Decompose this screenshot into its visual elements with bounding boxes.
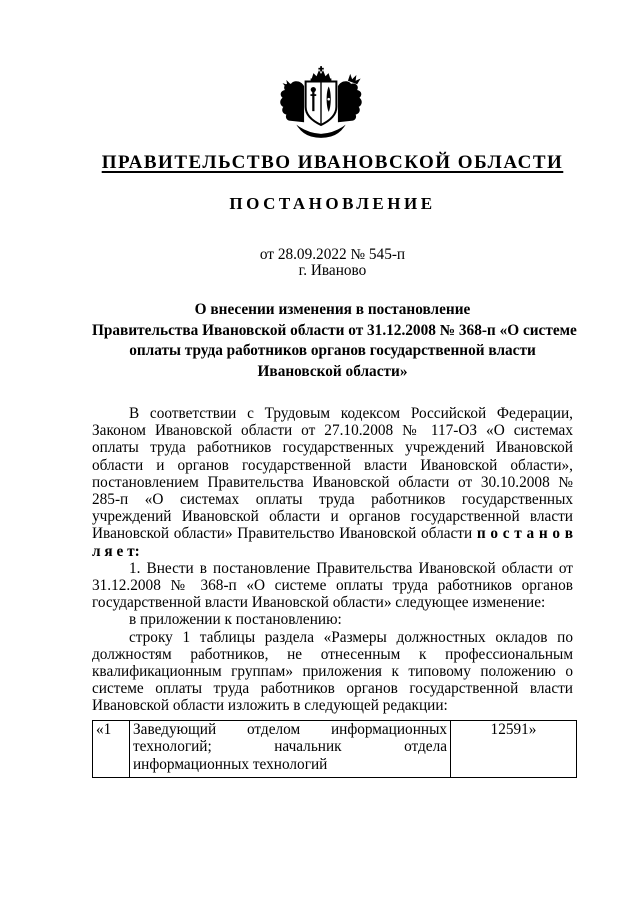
subject-line: Ивановской области» (257, 362, 408, 380)
paragraph-annex-intro: в приложении к постановлению: (129, 611, 342, 629)
organization-title: ПРАВИТЕЛЬСТВО ИВАНОВСКОЙ ОБЛАСТИ (101, 152, 564, 173)
document-type-title: ПОСТАНОВЛЕНИЕ (229, 194, 436, 213)
table-row (93, 720, 577, 778)
document-subject (92, 300, 577, 382)
postanovlyaet-emphasis: п о с т а н о в л я е т: (92, 525, 573, 560)
cell-position-title: Заведующий отделом информационных технологий; начальник отдела информационных технологий (130, 720, 451, 778)
cell-salary-amount: 12591» (451, 720, 577, 778)
cell-row-number: «1 (93, 720, 130, 778)
coat-of-arms-icon (274, 60, 368, 140)
subject-line: Правительства Ивановской области от 31.12.2008 № 368-п «О системе (92, 321, 577, 339)
city-line: г. Иваново (298, 262, 367, 279)
subject-line: О внесении изменения в постановление (194, 301, 471, 318)
paragraph-preamble (92, 405, 573, 560)
date-number-line: от 28.09.2022 № 545-п (259, 246, 406, 263)
paragraph-row-amendment: строку 1 таблицы раздела «Размеры должностных окладов по должностям работников, не отнесенным к профессиональным квалификационным группам» приложения к типовому положению о системе оплаты труда работников органов государственной власти Ивановской области изложить в следующей редакции: (92, 628, 573, 715)
document-body (92, 405, 573, 715)
preamble-text: В соответствии с Трудовым кодексом Российской Федерации, Законом Ивановской области от 27.10.2008 № 117-ОЗ «О системах оплаты труда работников государственных учреждений Ивановской области и органов государственной власти Ивановской области», постановлением Правительства Ивановской области от 30.10.2008 № 285-п «О системах оплаты труда работников государственных учреждений Ивановской области и органов государственной власти Ивановской области» Правительство Ивановской области (92, 405, 573, 543)
salary-table (92, 720, 577, 779)
subject-line: оплаты труда работников органов государственной власти (129, 342, 536, 359)
coat-of-arms-block (92, 60, 573, 145)
paragraph-item-1: 1. Внести в постановление Правительства Ивановской области от 31.12.2008 № 368-п «О системе оплаты труда работников органов государственной власти Ивановской области» следующее изменение: (92, 559, 573, 612)
